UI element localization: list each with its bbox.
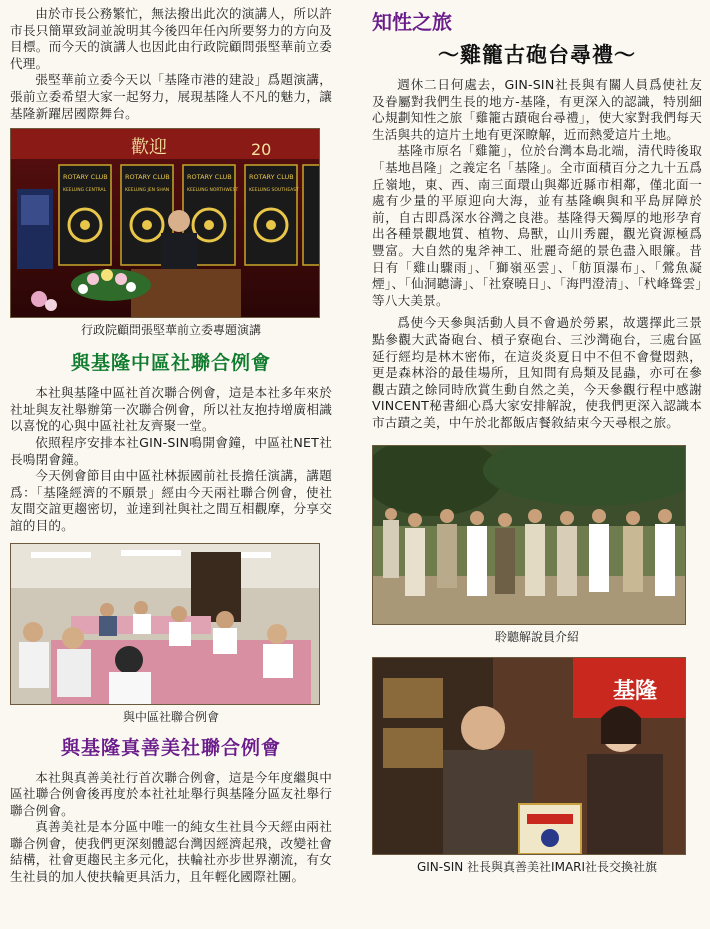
svg-text:ROTARY CLUB: ROTARY CLUB — [63, 173, 108, 182]
central-club-paragraph-1: 本社與基隆中區社首次聯合例會，這是本社多年來於社址與友社舉辦第一次聯合例會，所以社友抱持增廣相識以喜悅的心與中區社社友齊聚一堂。 — [10, 385, 332, 434]
section-tag-intellectual-trip: 知性之旅 — [372, 10, 452, 34]
club-banner-1 — [59, 165, 111, 265]
intro-paragraph-2: 張堅華前立委今天以「基隆市港的建設」爲題演講，張前立委希望大家一起努力，展現基隆人不凡的魅力，讓基隆新躍居國際舞台。 — [10, 72, 332, 121]
central-club-photo-caption: 與中區社聯合例會 — [122, 709, 219, 724]
trip-paragraph-3: 爲使今天參與活動人員不會過於勞累，故選擇此三景點參觀大武崙砲台、槓子寮砲台、三沙灣砲台，三處台區延行經均是林木密佈，在這炎炎夏日中不但不會覺悶熱，更是森林浴的最佳場所，且知問有鳥類及昆蟲，亦可在參觀古蹟之餘同時欣賞生動自然之美，今天參觀行程中感謝VINCENT秘書細心爲大家安排解說，使我們更深入認識本市古蹟之美，中午於北都飯店餐敘結束今天尋根之旅。 — [372, 315, 702, 430]
svg-text:KEELUNG NORTHWEST: KEELUNG NORTHWEST — [187, 188, 239, 194]
section-heading-central-club: 與基隆中區社聯合例會 — [70, 352, 271, 375]
svg-text:ROTARY CLUB: ROTARY CLUB — [125, 173, 170, 182]
speech-photo-image — [11, 129, 319, 317]
guided-tour-photo-caption: 聆聽解說員介紹 — [494, 630, 579, 645]
flag-exchange-image — [373, 658, 685, 854]
flag-exchange-photo-caption: GIN-SIN 社長與真善美社IMARI社長交換社旗 — [416, 860, 658, 875]
club-banner-5 — [303, 165, 319, 265]
trip-paragraph-2: 基隆市原名「雞籠」，位於台灣本島北端，清代時後取「基地昌隆」之義定名「基隆」。全市面積百分之九十五爲丘嶺地，東、西、南三面環山與鄰近縣市相鄰，僅北面一處有少量的平原迎向大海，並有基隆嶼與和平島屏障於前，自古即爲深水谷灣之良港。基隆得天獨厚的地形孕育出各種景觀地質、植物、鳥獸，山川秀麗，觀光資源極爲豐富。大自然的鬼斧神工、壯麗奇絕的景色盡入眼簾。昔日有「雞山驟雨」、「獅嶺巫雲」、「舫頂瀑布」、「鶯魚凝煙」、「仙洞聽濤」、「社寮曉日」、「海門澄清」、「杙峰聳雲」等八大美景。 — [372, 143, 702, 308]
central-club-meeting-photo — [10, 543, 320, 705]
banner-year-text: 20 — [251, 140, 272, 160]
guided-tour-photo — [372, 445, 686, 625]
central-club-paragraph-2: 依照程序安排本社GIN-SIN鳴開會鐘，中區社NET社長鳴閉會鐘。 — [10, 434, 332, 467]
meeting-photo-image — [11, 544, 319, 704]
svg-text:KEELUNG SOUTHEAST: KEELUNG SOUTHEAST — [249, 188, 299, 194]
welcome-banner-text: 歡迎 — [131, 137, 167, 159]
left-column — [10, 6, 332, 886]
zhenshanmei-club-paragraph-1: 本社與真善美社行首次聯合例會，這是今年度繼與中區社聯合例會後再度於本社社址舉行與基隆分區友社舉行聯合例會。 — [10, 769, 332, 818]
flag-exchange-photo — [372, 657, 686, 855]
club-banner-4 — [245, 165, 299, 265]
speech-photo — [10, 128, 320, 318]
speech-photo-caption: 行政院顧問張堅華前立委專題演講 — [80, 323, 261, 338]
tour-photo-image — [373, 446, 685, 624]
intro-paragraph-1: 由於市長公務繁忙，無法撥出此次的演講人，所以許市長只簡單致詞並說明其今後四年任內所要努力的方向及目標。而今天的演講人也因此由行政院顧問張堅華前立委代理。 — [10, 6, 332, 71]
svg-text:KEELUNG CENTRAL: KEELUNG CENTRAL — [63, 188, 107, 194]
central-club-paragraph-3: 今天例會節目由中區社林振國前社長擔任演講，講題爲：「基隆經濟的不願景」經由今天兩社聯合例會，使社友間交誼更趨密切，並達到社與社之間互相觀摩，分享交誼的目的。 — [10, 468, 332, 533]
backdrop-banner-text: 基隆 — [613, 679, 658, 705]
right-column — [372, 6, 702, 875]
svg-text:KEELUNG JEN SHAN: KEELUNG JEN SHAN — [125, 188, 170, 194]
trip-paragraph-1: 週休二日何處去，GIN-SIN社長與有關人員爲使社友及眷屬對我們生長的地方-基隆，有更深入的認識，特別細心規劃知性之旅「雞籠古蹟砲台尋禮」，使大家對我們每天生活與共的這片土地有更深瞭解，近而熱愛這片土地。 — [372, 77, 702, 142]
zhenshanmei-club-paragraph-2: 真善美社是本分區中唯一的純女生社員今天經由兩社聯合例會，使我們更深刻體認台灣因經濟起飛，改變社會結構，社會更趨民主多元化，扶輪社亦步世界潮流，有女生社員的加人使扶輪更具活力，且年輕化國際社團。 — [10, 819, 332, 885]
svg-text:ROTARY CLUB: ROTARY CLUB — [249, 173, 294, 182]
club-flag — [519, 804, 581, 854]
section-heading-zhenshanmei-club: 與基隆真善美社聯合例會 — [60, 736, 281, 759]
trip-title: 〜雞籠古砲台尋禮〜 — [438, 43, 636, 67]
svg-text:ROTARY CLUB: ROTARY CLUB — [187, 173, 232, 182]
